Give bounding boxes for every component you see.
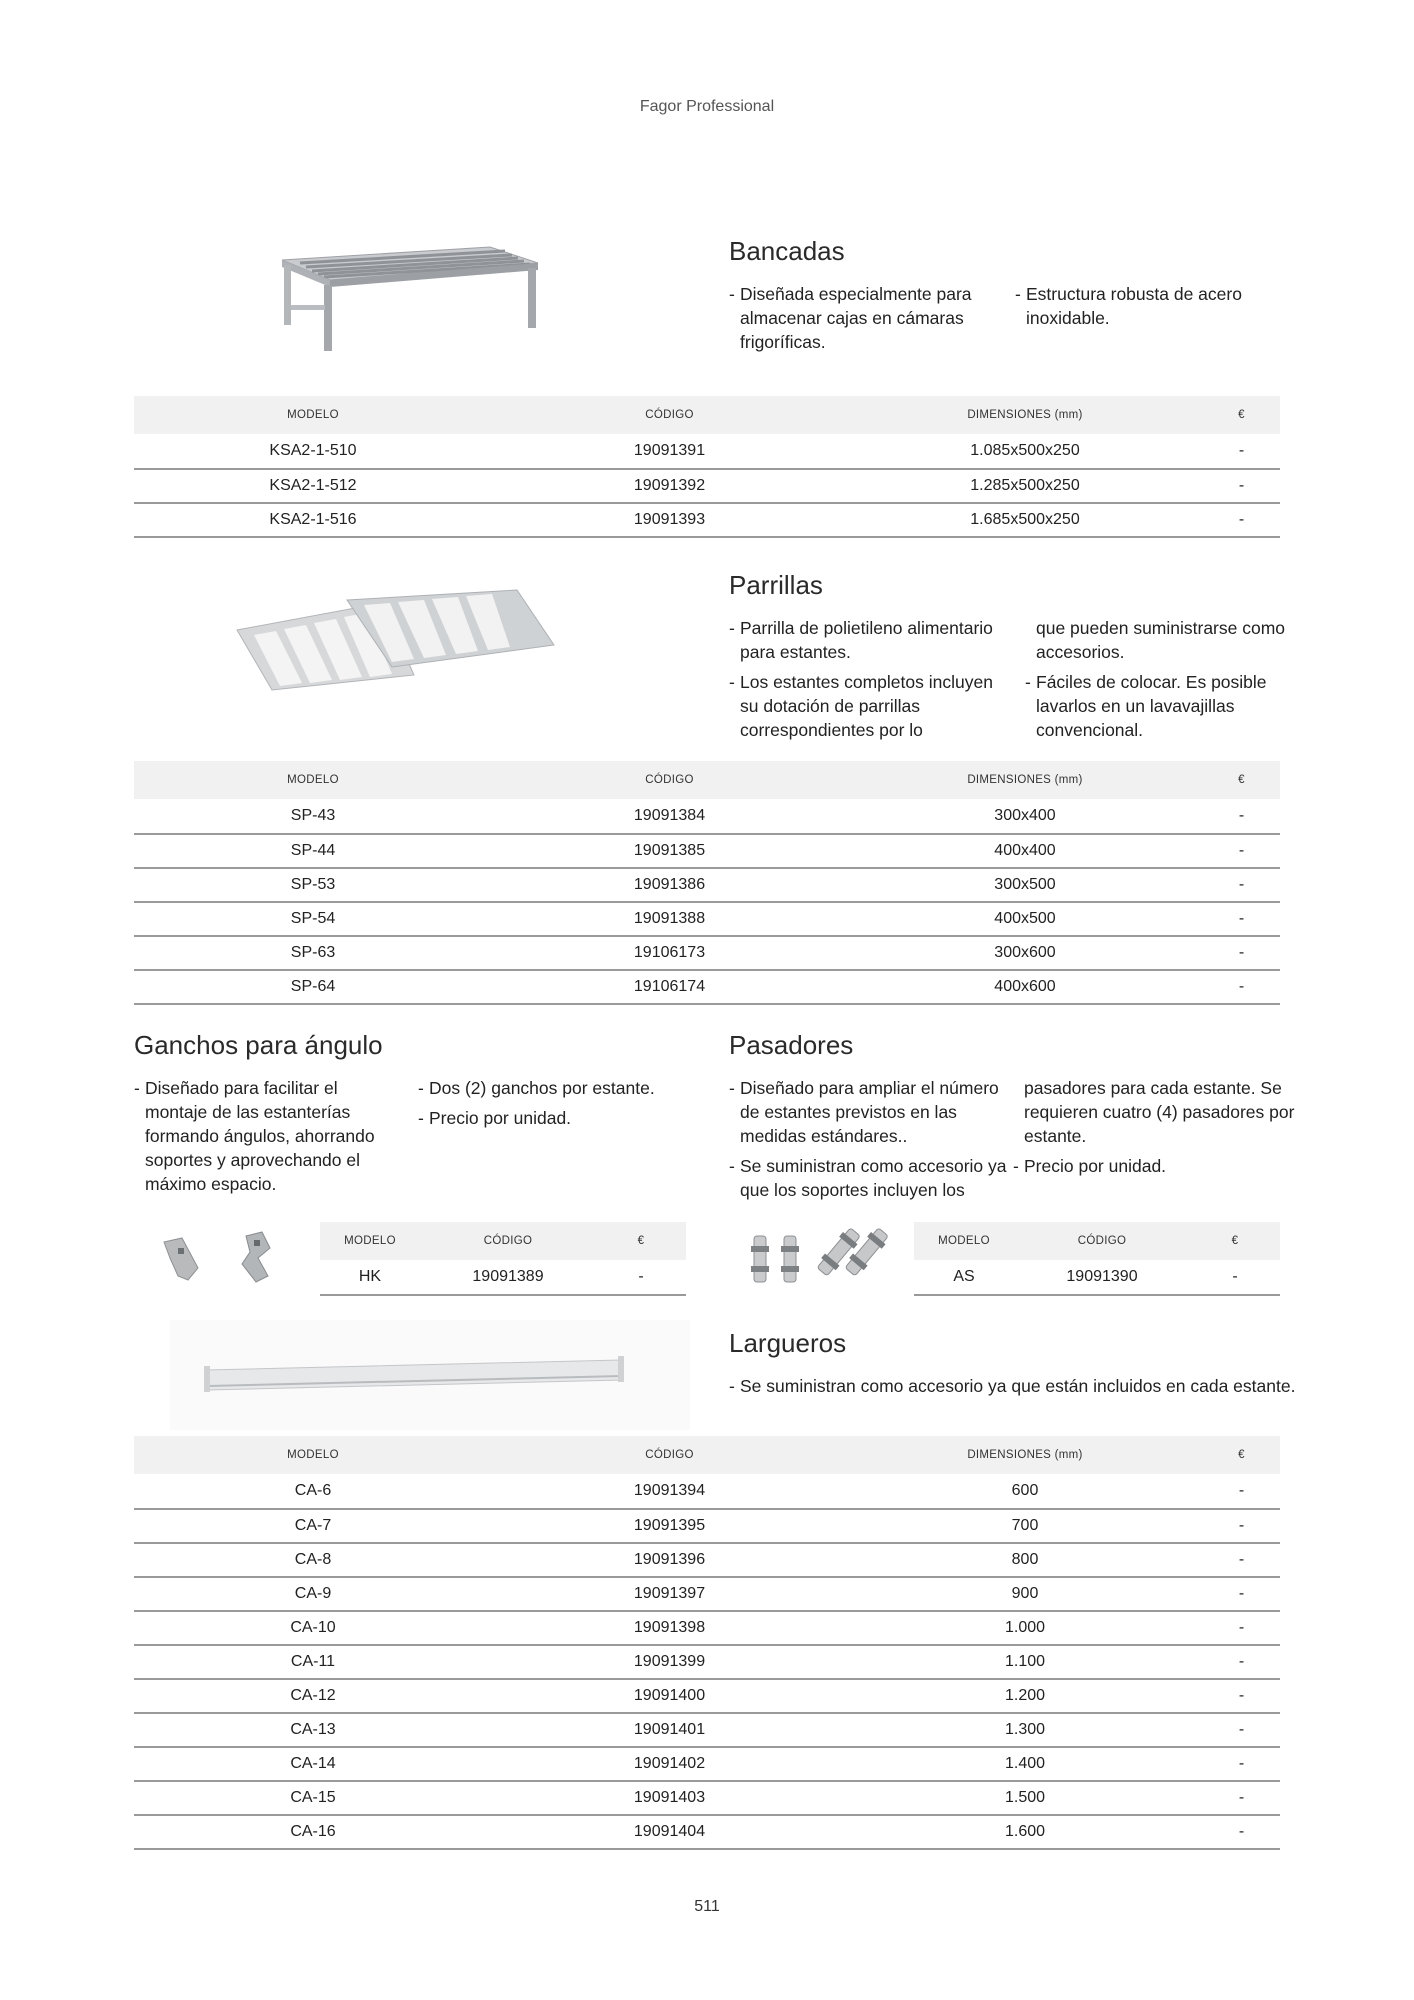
cell-modelo: CA-10	[134, 1611, 492, 1645]
table-row	[134, 799, 1280, 834]
table-row	[134, 970, 1280, 1004]
cell-codigo: 19091394	[492, 1474, 847, 1509]
cell-codigo: 19091399	[492, 1645, 847, 1679]
cell-modelo: CA-11	[134, 1645, 492, 1679]
cell-dimensiones: 1.200	[847, 1679, 1203, 1713]
column-header: MODELO	[134, 761, 492, 799]
column-header: €	[1190, 1222, 1280, 1260]
cell-dimensiones: 1.400	[847, 1747, 1203, 1781]
cell-dimensiones: 700	[847, 1509, 1203, 1543]
cell-codigo: 19091384	[492, 799, 847, 834]
cell-precio: -	[1203, 868, 1280, 902]
table-row	[134, 834, 1280, 868]
parrillas-bullets-col1	[729, 616, 1009, 748]
ganchos-bullets-col2	[418, 1076, 698, 1136]
table-row	[134, 1577, 1280, 1611]
ganchos-bullet: - Diseñado para facilitar el montaje de las estanterías formando ángulos, ahorrando soportes y aprovechando el máximo espacio.	[134, 1076, 399, 1196]
cell-dimensiones: 1.600	[847, 1815, 1203, 1849]
cell-modelo: SP-64	[134, 970, 492, 1004]
table-row	[134, 469, 1280, 503]
cell-codigo: 19091390	[1014, 1260, 1190, 1295]
cell-dimensiones: 1.500	[847, 1781, 1203, 1815]
cell-codigo: 19091388	[492, 902, 847, 936]
table-header-row	[320, 1222, 686, 1260]
cell-codigo: 19091395	[492, 1509, 847, 1543]
cell-dimensiones: 300x600	[847, 936, 1203, 970]
cell-dimensiones: 1.000	[847, 1611, 1203, 1645]
cell-dimensiones: 800	[847, 1543, 1203, 1577]
column-header: CÓDIGO	[492, 1436, 847, 1474]
cell-codigo: 19106174	[492, 970, 847, 1004]
table-row	[134, 1509, 1280, 1543]
cell-dimensiones: 400x400	[847, 834, 1203, 868]
cell-codigo: 19091398	[492, 1611, 847, 1645]
largueros-bullets	[729, 1374, 1329, 1404]
table-row	[134, 1611, 1280, 1645]
cell-dimensiones: 600	[847, 1474, 1203, 1509]
larguero-image	[170, 1320, 690, 1430]
table-row	[134, 503, 1280, 537]
column-header: MODELO	[320, 1222, 420, 1260]
parrilla-image	[232, 585, 562, 695]
table-header-row	[914, 1222, 1280, 1260]
cell-codigo: 19091393	[492, 503, 847, 537]
cell-precio: -	[1190, 1260, 1280, 1295]
column-header: CÓDIGO	[420, 1222, 596, 1260]
table-header-row	[134, 1436, 1280, 1474]
cell-precio: -	[1203, 1577, 1280, 1611]
pasadores-bullets-col2	[1013, 1076, 1303, 1184]
column-header: MODELO	[914, 1222, 1014, 1260]
cell-precio: -	[1203, 799, 1280, 834]
pasadores-bullet: - Se suministran como accesorio ya que los soportes incluyen los	[729, 1154, 1009, 1202]
column-header: MODELO	[134, 1436, 492, 1474]
parrillas-bullet: - Parrilla de polietileno alimentario para estantes.	[729, 616, 1009, 664]
pasador-image	[746, 1228, 896, 1292]
cell-modelo: CA-7	[134, 1509, 492, 1543]
bancadas-bullet: - Diseñada especialmente para almacenar cajas en cámaras frigoríficas.	[729, 282, 999, 354]
bancadas-bullets-col2	[1015, 282, 1295, 336]
cell-modelo: CA-6	[134, 1474, 492, 1509]
cell-dimensiones: 400x600	[847, 970, 1203, 1004]
cell-codigo: 19091397	[492, 1577, 847, 1611]
largueros-title: Largueros	[729, 1328, 847, 1358]
cell-precio: -	[1203, 503, 1280, 537]
table-header-row	[134, 396, 1280, 434]
column-header: CÓDIGO	[492, 396, 847, 434]
table-row	[320, 1260, 686, 1295]
table-row	[134, 1474, 1280, 1509]
cell-modelo: CA-16	[134, 1815, 492, 1849]
cell-modelo: CA-14	[134, 1747, 492, 1781]
bancada-image	[270, 235, 550, 365]
cell-codigo: 19091389	[420, 1260, 596, 1295]
cell-dimensiones: 400x500	[847, 902, 1203, 936]
cell-precio: -	[1203, 970, 1280, 1004]
column-header: €	[1203, 396, 1280, 434]
cell-modelo: AS	[914, 1260, 1014, 1295]
cell-codigo: 19091401	[492, 1713, 847, 1747]
table-row	[134, 1713, 1280, 1747]
ganchos-title: Ganchos para ángulo	[134, 1030, 383, 1060]
largueros-table	[134, 1436, 1280, 1850]
ganchos-bullet: - Precio por unidad.	[418, 1106, 698, 1130]
table-row	[134, 868, 1280, 902]
cell-codigo: 19091404	[492, 1815, 847, 1849]
bancadas-title: Bancadas	[729, 236, 845, 266]
ganchos-bullets-col1	[134, 1076, 399, 1202]
column-header: DIMENSIONES (mm)	[847, 396, 1203, 434]
table-row	[134, 1781, 1280, 1815]
cell-modelo: CA-9	[134, 1577, 492, 1611]
cell-codigo: 19091386	[492, 868, 847, 902]
parrillas-bullets-col2	[1025, 616, 1305, 748]
parrillas-title: Parrillas	[729, 570, 823, 600]
ganchos-bullet: - Dos (2) ganchos por estante.	[418, 1076, 698, 1100]
cell-modelo: SP-54	[134, 902, 492, 936]
cell-dimensiones: 1.100	[847, 1645, 1203, 1679]
cell-precio: -	[1203, 902, 1280, 936]
cell-modelo: CA-13	[134, 1713, 492, 1747]
pasadores-bullet: - Precio por unidad.	[1013, 1154, 1303, 1178]
cell-dimensiones: 300x500	[847, 868, 1203, 902]
pasadores-table	[914, 1222, 1280, 1296]
table-row	[134, 902, 1280, 936]
cell-precio: -	[1203, 1747, 1280, 1781]
cell-dimensiones: 1.085x500x250	[847, 434, 1203, 469]
cell-codigo: 19091403	[492, 1781, 847, 1815]
parrillas-bullet: - Los estantes completos incluyen su dotación de parrillas correspondientes por lo	[729, 670, 1009, 742]
column-header: CÓDIGO	[1014, 1222, 1190, 1260]
cell-modelo: CA-8	[134, 1543, 492, 1577]
cell-precio: -	[596, 1260, 686, 1295]
cell-dimensiones: 900	[847, 1577, 1203, 1611]
cell-modelo: SP-63	[134, 936, 492, 970]
cell-precio: -	[1203, 1815, 1280, 1849]
gancho-image	[158, 1228, 293, 1288]
table-row	[134, 1679, 1280, 1713]
cell-codigo: 19106173	[492, 936, 847, 970]
cell-precio: -	[1203, 1509, 1280, 1543]
pasadores-bullet-continuation: pasadores para cada estante. Se requieren cuatro (4) pasadores por estante.	[1024, 1078, 1295, 1146]
cell-modelo: KSA2-1-512	[134, 469, 492, 503]
cell-dimensiones: 1.685x500x250	[847, 503, 1203, 537]
cell-dimensiones: 1.285x500x250	[847, 469, 1203, 503]
cell-codigo: 19091400	[492, 1679, 847, 1713]
ganchos-table	[320, 1222, 686, 1296]
table-row	[134, 1543, 1280, 1577]
pasadores-bullet: - Diseñado para ampliar el número de estantes previstos en las medidas estándares..	[729, 1076, 1009, 1148]
cell-modelo: KSA2-1-510	[134, 434, 492, 469]
bancadas-bullets-col1	[729, 282, 999, 360]
cell-modelo: HK	[320, 1260, 420, 1295]
cell-modelo: SP-44	[134, 834, 492, 868]
table-row	[134, 936, 1280, 970]
cell-precio: -	[1203, 834, 1280, 868]
cell-precio: -	[1203, 936, 1280, 970]
page-number: 511	[694, 1898, 720, 1915]
table-header-row	[134, 761, 1280, 799]
cell-codigo: 19091385	[492, 834, 847, 868]
cell-precio: -	[1203, 1543, 1280, 1577]
cell-dimensiones: 300x400	[847, 799, 1203, 834]
column-header: CÓDIGO	[492, 761, 847, 799]
cell-precio: -	[1203, 1474, 1280, 1509]
parrillas-table	[134, 761, 1280, 1005]
table-row	[914, 1260, 1280, 1295]
brand-header: Fagor Professional	[639, 98, 775, 115]
cell-precio: -	[1203, 1781, 1280, 1815]
column-header: DIMENSIONES (mm)	[847, 761, 1203, 799]
bancadas-bullet: - Estructura robusta de acero inoxidable.	[1015, 282, 1295, 330]
parrillas-bullet-continuation: que pueden suministrarse como accesorios.	[1036, 618, 1286, 662]
column-header: €	[596, 1222, 686, 1260]
largueros-bullet: - Se suministran como accesorio ya que están incluidos en cada estante.	[729, 1374, 1329, 1398]
cell-modelo: KSA2-1-516	[134, 503, 492, 537]
cell-modelo: SP-53	[134, 868, 492, 902]
table-row	[134, 1645, 1280, 1679]
cell-codigo: 19091391	[492, 434, 847, 469]
cell-precio: -	[1203, 1713, 1280, 1747]
column-header: MODELO	[134, 396, 492, 434]
cell-precio: -	[1203, 1645, 1280, 1679]
column-header: DIMENSIONES (mm)	[847, 1436, 1203, 1474]
parrillas-bullet: - Fáciles de colocar. Es posible lavarlos en un lavavajillas convencional.	[1025, 670, 1305, 742]
cell-codigo: 19091392	[492, 469, 847, 503]
pasadores-bullets-col1	[729, 1076, 1009, 1208]
cell-precio: -	[1203, 434, 1280, 469]
column-header: €	[1203, 1436, 1280, 1474]
cell-modelo: SP-43	[134, 799, 492, 834]
cell-precio: -	[1203, 1611, 1280, 1645]
pasadores-title: Pasadores	[729, 1030, 854, 1060]
table-row	[134, 1747, 1280, 1781]
cell-precio: -	[1203, 469, 1280, 503]
cell-dimensiones: 1.300	[847, 1713, 1203, 1747]
bancadas-table	[134, 396, 1280, 538]
cell-modelo: CA-12	[134, 1679, 492, 1713]
cell-codigo: 19091396	[492, 1543, 847, 1577]
table-row	[134, 434, 1280, 469]
cell-codigo: 19091402	[492, 1747, 847, 1781]
table-row	[134, 1815, 1280, 1849]
cell-precio: -	[1203, 1679, 1280, 1713]
column-header: €	[1203, 761, 1280, 799]
cell-modelo: CA-15	[134, 1781, 492, 1815]
